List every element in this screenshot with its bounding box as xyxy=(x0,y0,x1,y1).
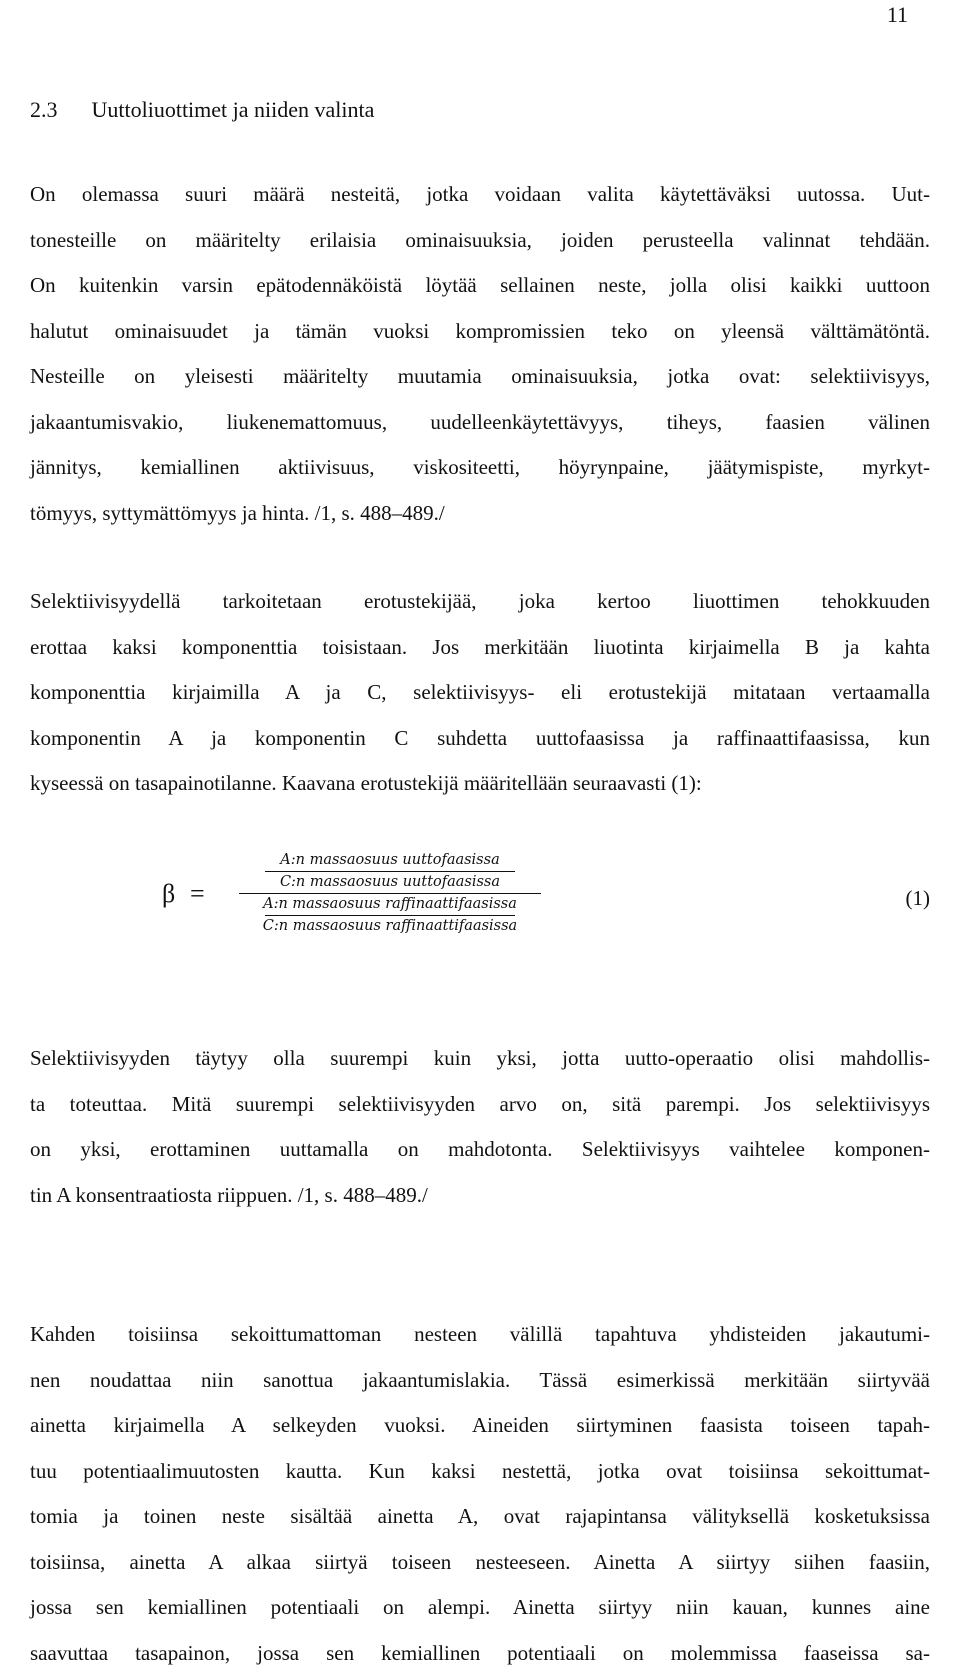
text-line: Selektiivisyyden täytyy olla suurempi kuin yksi, jotta uutto-operaatio olisi mahdollis- xyxy=(30,1036,930,1082)
text-line: erottaa kaksi komponenttia toisistaan. Jos merkitään liuotinta kirjaimella B ja kahta xyxy=(30,625,930,671)
text-line: halutut ominaisuudet ja tämän vuoksi kompromissien teko on yleensä välttämätöntä. xyxy=(30,309,930,355)
text-line: saavuttaa tasapainon, jossa sen kemiallinen potentiaali on molemmissa faaseissa sa- xyxy=(30,1631,930,1676)
text-line: tuu potentiaalimuutosten kautta. Kun kaksi nestettä, jotka ovat toisiinsa sekoittumat- xyxy=(30,1449,930,1495)
denominator-bottom: C:n massaosuus raffinaattifaasissa xyxy=(235,916,545,937)
text-line: Selektiivisyydellä tarkoitetaan erotustekijää, joka kertoo liuottimen tehokkuuden xyxy=(30,579,930,625)
paragraph-distribution-law xyxy=(30,1312,930,1676)
text-line: on yksi, erottaminen uuttamalla on mahdotonta. Selektiivisyys vaihtelee komponen- xyxy=(30,1127,930,1173)
text-line: tömyys, syttymättömyys ja hinta. /1, s. 488–489./ xyxy=(30,491,930,537)
text-line: tonesteille on määritelty erilaisia ominaisuuksia, joiden perusteella valinnat tehdään. xyxy=(30,218,930,264)
text-line: kyseessä on tasapainotilanne. Kaavana erotustekijä määritellään seuraavasti (1): xyxy=(30,761,930,807)
text-line: jakaantumisvakio, liukenemattomuus, uudelleenkäytettävyys, tiheys, faasien välinen xyxy=(30,400,930,446)
compound-fraction xyxy=(235,850,545,937)
text-line: ta toteuttaa. Mitä suurempi selektiivisyyden arvo on, sitä parempi. Jos selektiivisyys xyxy=(30,1082,930,1128)
text-line: On olemassa suuri määrä nesteitä, jotka voidaan valita käytettäväksi uutossa. Uut- xyxy=(30,172,930,218)
beta-symbol: β xyxy=(162,879,175,909)
section-title: Uuttoliuottimet ja niiden valinta xyxy=(92,97,375,123)
equals-sign: = xyxy=(190,879,205,909)
text-line: nen noudattaa niin sanottua jakaantumislakia. Tässä esimerkissä merkitään siirtyvää xyxy=(30,1358,930,1404)
text-line: komponentin A ja komponentin C suhdetta uuttofaasissa ja raffinaattifaasissa, kun xyxy=(30,716,930,762)
text-line: toisiinsa, ainetta A alkaa siirtyä toiseen nesteeseen. Ainetta A siirtyy siihen faasiin, xyxy=(30,1540,930,1586)
paragraph-selectivity-requirement xyxy=(30,1036,930,1218)
denominator-top: A:n massaosuus raffinaattifaasissa xyxy=(235,894,545,915)
numerator-bottom: C:n massaosuus uuttofaasissa xyxy=(235,872,545,893)
section-number: 2.3 xyxy=(30,97,58,123)
paragraph-properties xyxy=(30,172,930,536)
text-line: Nesteille on yleisesti määritelty muutamia ominaisuuksia, jotka ovat: selektiivisyys, xyxy=(30,354,930,400)
paragraph-selectivity xyxy=(30,579,930,807)
text-line: On kuitenkin varsin epätodennäköistä löytää sellainen neste, jolla olisi kaikki uuttoon xyxy=(30,263,930,309)
section-heading xyxy=(30,97,374,123)
text-line: jossa sen kemiallinen potentiaali on alempi. Ainetta siirtyy niin kauan, kunnes aine xyxy=(30,1585,930,1631)
numerator-top: A:n massaosuus uuttofaasissa xyxy=(235,850,545,871)
selectivity-equation xyxy=(30,850,930,940)
text-line: ainetta kirjaimella A selkeyden vuoksi. Aineiden siirtyminen faasista toiseen tapah- xyxy=(30,1403,930,1449)
text-line: komponenttia kirjaimilla A ja C, selektiivisyys- eli erotustekijä mitataan vertaamalla xyxy=(30,670,930,716)
text-line: Kahden toisiinsa sekoittumattoman nesteen välillä tapahtuva yhdisteiden jakautumi- xyxy=(30,1312,930,1358)
text-line: tomia ja toinen neste sisältää ainetta A, ovat rajapintansa välityksellä kosketuksissa xyxy=(30,1494,930,1540)
text-line: jännitys, kemiallinen aktiivisuus, viskositeetti, höyrynpaine, jäätymispiste, myrkyt- xyxy=(30,445,930,491)
equation-number: (1) xyxy=(906,886,931,911)
page-number: 11 xyxy=(887,2,908,28)
text-line: tin A konsentraatiosta riippuen. /1, s. 488–489./ xyxy=(30,1173,930,1219)
